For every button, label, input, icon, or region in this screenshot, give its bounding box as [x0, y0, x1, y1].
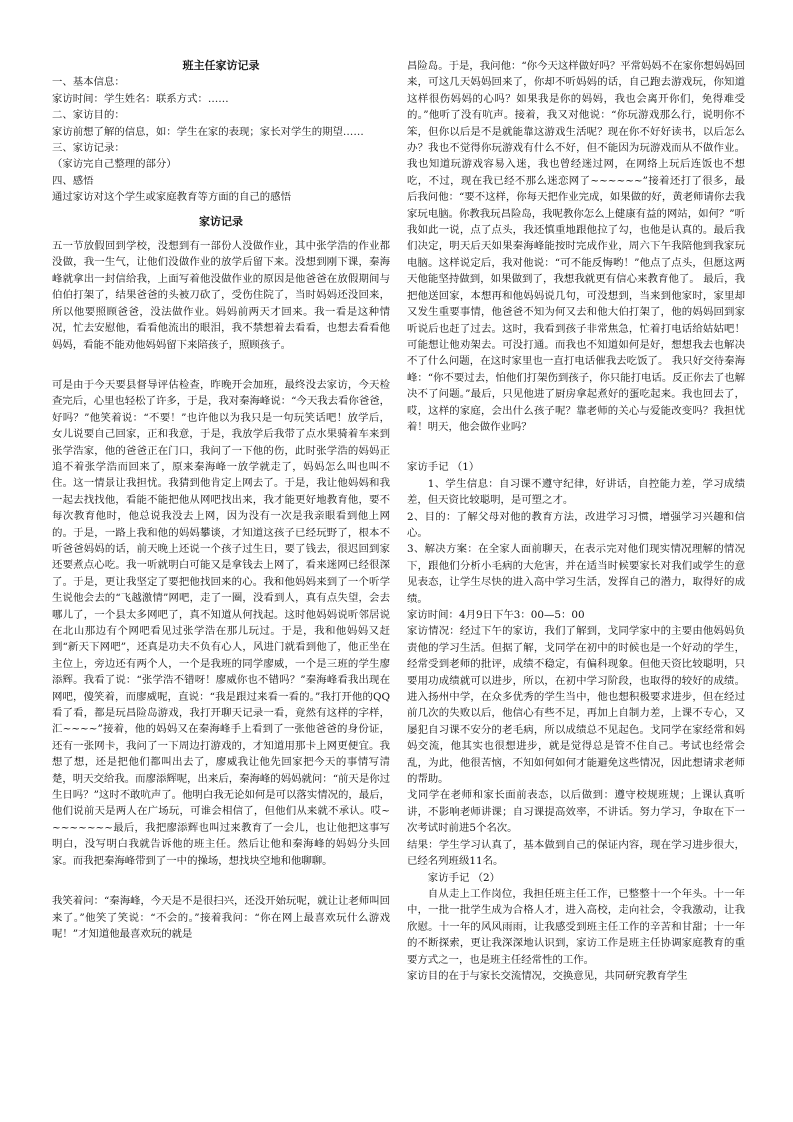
paragraph: 家访情况：经过下午的家访，我们了解到，戈同学家中的主要由他妈妈负责他的学习生活。但据了解，戈同学在初中的时候也是一个好动的学生，经常受到老师的批评，成绩不稳定，有偏科现象。但他天资比较聪明，只要用功成绩就可以进步，所以，在初中学习阶段，也取得的较好的成绩。进入扬州中学，在众多优秀的学生当中，他也想积极要求进步，但在经过前几次的失败以后，他信心有些不足，再加上自制力差，上课不专心，又屡犯自习课不安分的老毛病，所以成绩总不见起色。戈同学在家经常和妈妈交流，他其实也很想进步，就是觉得总是管不住自己。考试也经常会乱，为此，他很苦恼，不知如何如何才能避免这些情况，因此想请求老师的帮助。 — [407, 625, 745, 786]
paragraph: 戈同学在老师和家长面前表态，以后做到：遵守校规班规；上课认真听讲，不影响老师讲课；自习课提高效率，不讲话。努力学习，争取在下一次考试时前进5个名次。 — [407, 789, 745, 835]
purpose-heading: 二、家访目的： — [52, 109, 125, 122]
left-column — [52, 58, 390, 942]
paragraph: 可是由于今天要县督导评估检查，昨晚开会加班，最终没去家访，今天检查完后，心里也轻松了许多，于是，我对秦海峰说：“今天我去看你爸爸，好吗？”他笑着说：“不要！”也许他以为我只是一句玩笑话吧！放学后，女儿说要自己回家，正和我意，于是，我放学后我带了点水果骑着车来到张学浩家，他的爸爸正在门口，我问了一下他的伤，此时张学浩的妈妈正追不着张学浩而回来了，原来秦海峰一放学就走了，妈妈怎么叫也叫不住。这一情景让我担忧。我猜到他肯定上网去了。于是，我让他妈妈和我一起去找找他，看能不能把他从网吧找出来，我才能更好地教育他，要不每次教育他时，他总说我没去上网，因为没有一次是我亲眼看到他上网的。于是，一路上我和他的妈妈攀谈，才知道这孩子已经玩野了，根本不听爸爸妈妈的话，前天晚上还说一个孩子过生日，要了钱去，很迟回到家还要煮点心吃。我一听就明白可能又是拿钱去上网了，看来迷网已经很深了。于是，更让我坚定了要把他找回来的心。我和他妈妈来到了一个听学生说他会去的“飞越激情”网吧，走了一圈，没看到人，真有点失望，会去哪儿了，一个县太多网吧了，真不知道从何找起。这时他妈妈说听邻居说在北山那边有个网吧看见过张学浩在那儿玩过。于是，我和他妈妈又赶到“新天下网吧”，还真是功夫不负有心人，风进门就看到他了，他正坐在主位上，旁边还有两个人，一个是我班的同学廖威，一个是三班的学生廖添辉。我看了说：“张学浩不错呀！廖威你也不错吗？”秦海峰看我出现在网吧，傻笑着，而廖威呢，直说：“我是跟过来看一看的。”我打开他的QQ看了看，都是玩昌险岛游戏，我打开聊天记录一看，竟然有这样的字样，汇~~~~”接着，他的妈妈又在秦海峰手上看到了一张他爸爸的身份证，还有一张网卡，我问了一下周边打游戏的，才知道用那卡上网更便宜。我想了想，还是把他们都叫出去了，廖威我让他先回家把今天的事情写清楚，明天交给我。而廖添辉呢，出来后，秦海峰的妈妈就问：“前天是你过生日吗？”这时不敢吭声了。他明白我无论如何是可以落实情况的，最后，他们说前天是两人在广场玩，可谁会相信了，但他们从来就不承认。哎~~~~~~~~最后，我把廖添辉也叫过来教育了一会儿，也让他把这事写明白，没写明白我就告诉他的班主任。然后让他和秦海峰的妈妈分头回家。而我把秦海峰带到了一中的操场，想找块空地和他聊聊。 — [52, 378, 390, 867]
record-heading: 三、家访记录： — [52, 142, 125, 155]
right-column — [407, 58, 745, 984]
info-line: 家访时间：学生姓名：联系方式：…… — [52, 92, 229, 105]
paragraph: 我笑着问：“秦海峰，今天是不是很扫兴，还没开始玩呢，就让让老师叫回来了。”他笑了笑说：“不会的。”接着我问：“你在网上最喜欢玩什么游戏呢！”才知道他最喜欢玩的就是 — [52, 895, 390, 940]
paragraph: 昌险岛。于是，我问他：“你今天这样做好吗？平常妈妈不在家你想妈妈回来，可这几天妈妈回来了，你却不听妈妈的话，自己跑去游戏玩，你知道这样很伤妈妈的心吗？如果我是你的妈妈，我也会离开你们，免得难受的。”他听了没有吭声。接着，我又对他说：“你玩游戏那么行，说明你不笨，但你以后是不是就能靠这游戏生活呢？现在你不好好读书，以后怎么办？我也不觉得你玩游戏有什么不好，但不能因为玩游戏而从不做作业。我也知道玩游戏容易入迷，我也曾经迷过网，在网络上玩后连饭也不想吃，不过，现在我已经不那么迷恋网了~~~~~~”接着还打了很多，最后我问他：“要不这样，你每天把作业完成，如果做的好，黄老师请你去我家玩电脑。你教我玩昌险岛，我呢教你怎么上健康有益的网站，如何？”听我如此一说，点了点头，我还慎重地跟他拉了勾，也他是认真的。最后我们决定，明天后天如果秦海峰能按时完成作业，周六下午我陪他到我家玩电脑。这样说定后，我对他说：“可不能反悔哟！”他点了点头，但愿这两天他能坚持做到，如果做到了，我想我就更有信心来教育他了。 最后，我把他送回家，本想再和他妈妈说几句，可没想到，当来到他家时，家里却又发生重要事情，他爸爸不知为何又去和他大伯打架了，他的妈妈回到家听说后也赶了过去。这时，我看到孩子非常焦急，忙着打电话给姑姑吧！可能想让他劝架去。可没打通。而我也不知道如何是好，想想我去也解决不了什么问题，在这时家里也一直打电话催我去吃饭了。 我只好交待秦海峰：“你不要过去，怕他们打架伤到孩子，你只能打电话。反正你去了也解决不了问题。”最后，只见他进了厨房拿起煮好的蛋吃起来。我也回去了，哎，这样的家庭，会出什么孩子呢？靠老师的关心与爱能改变吗？我担忧着！明天，他会做作业吗？ — [407, 60, 745, 433]
visit-time: 家访时间：4月9日下午3：00—5：00 — [407, 609, 585, 621]
record-title: 班主任家访记录 — [182, 59, 260, 72]
paragraph: 结果：学生学习认真了，基本做到自己的保证内容，现在学习进步很大，已经名列班级11名。 — [407, 838, 745, 868]
reflection-line: 通过家访对这个学生或家庭教育等方面的自己的感悟 — [52, 191, 291, 204]
visit-record-title: 家访记录 — [199, 214, 243, 228]
purpose-line: 家访前想了解的信息，如：学生在家的表现；家长对学生的期望…… — [52, 125, 364, 138]
note-item: 1、学生信息：自习课不遵守纪律，好讲话，自控能力差，学习成绩差，但天资比较聪明，是可塑之才。 — [407, 477, 745, 507]
paragraph: 自从走上工作岗位，我担任班主任工作，已整整十一个年头。十一年中，一批一批学生成为合格人才，进入高校，走向社会，令我激动，让我欣慰。十一年的风风雨雨，让我感受到班主任工作的辛苦和甘甜；十一年的不断探索，更让我深深地认识到，家访工作是班主任协调家庭教育的重要方式之一，也是班主任经常性的工作。 — [407, 887, 745, 966]
note-heading-2: 家访手记 （2） — [427, 871, 501, 884]
paragraph: 家访目的在于与家长交流情况，交换意见，共同研究教育学生 — [407, 969, 688, 982]
info-heading: 一、基本信息： — [52, 76, 125, 89]
record-line: （家访完自己整理的部分） — [52, 158, 177, 171]
reflection-heading: 四、感悟 — [52, 174, 94, 187]
note-heading-1: 家访手记 （1） — [407, 461, 480, 474]
paragraph: 五一节放假回到学校，没想到有一部份人没做作业，其中张学浩的作业都没做，我一生气，让他们没做作业的放学后留下来。没想到刚下课，秦海峰就拿出一封信给我，上面写着他没做作业的原因是他爸爸在放假期间与伯伯打架了，结果爸爸的头被刀砍了，受伤住院了，当时妈妈还没回来，所以他要照顾爸爸，没法做作业。妈妈前两天才回来。我一看是这种情况，忙去安慰他，看看他流出的眼泪，我不禁想着去看看，也想去看看他妈妈，看能不能劝他妈妈留下来陪孩子，照顾孩子。 — [52, 240, 390, 351]
note-item: 3、解决方案：在全家人面前聊天，在表示完对他们现实情况理解的情况下，跟他们分析小毛病的大危害，并在适当时候要家长对我们或学生的意见表态，让学生尽快的进入高中学习生活，发挥自己的潜力，取得好的成绩。 — [407, 543, 745, 605]
note-item: 2、目的：了解父母对他的教育方法，改进学习习惯，增强学习兴趣和信心。 — [407, 510, 745, 539]
